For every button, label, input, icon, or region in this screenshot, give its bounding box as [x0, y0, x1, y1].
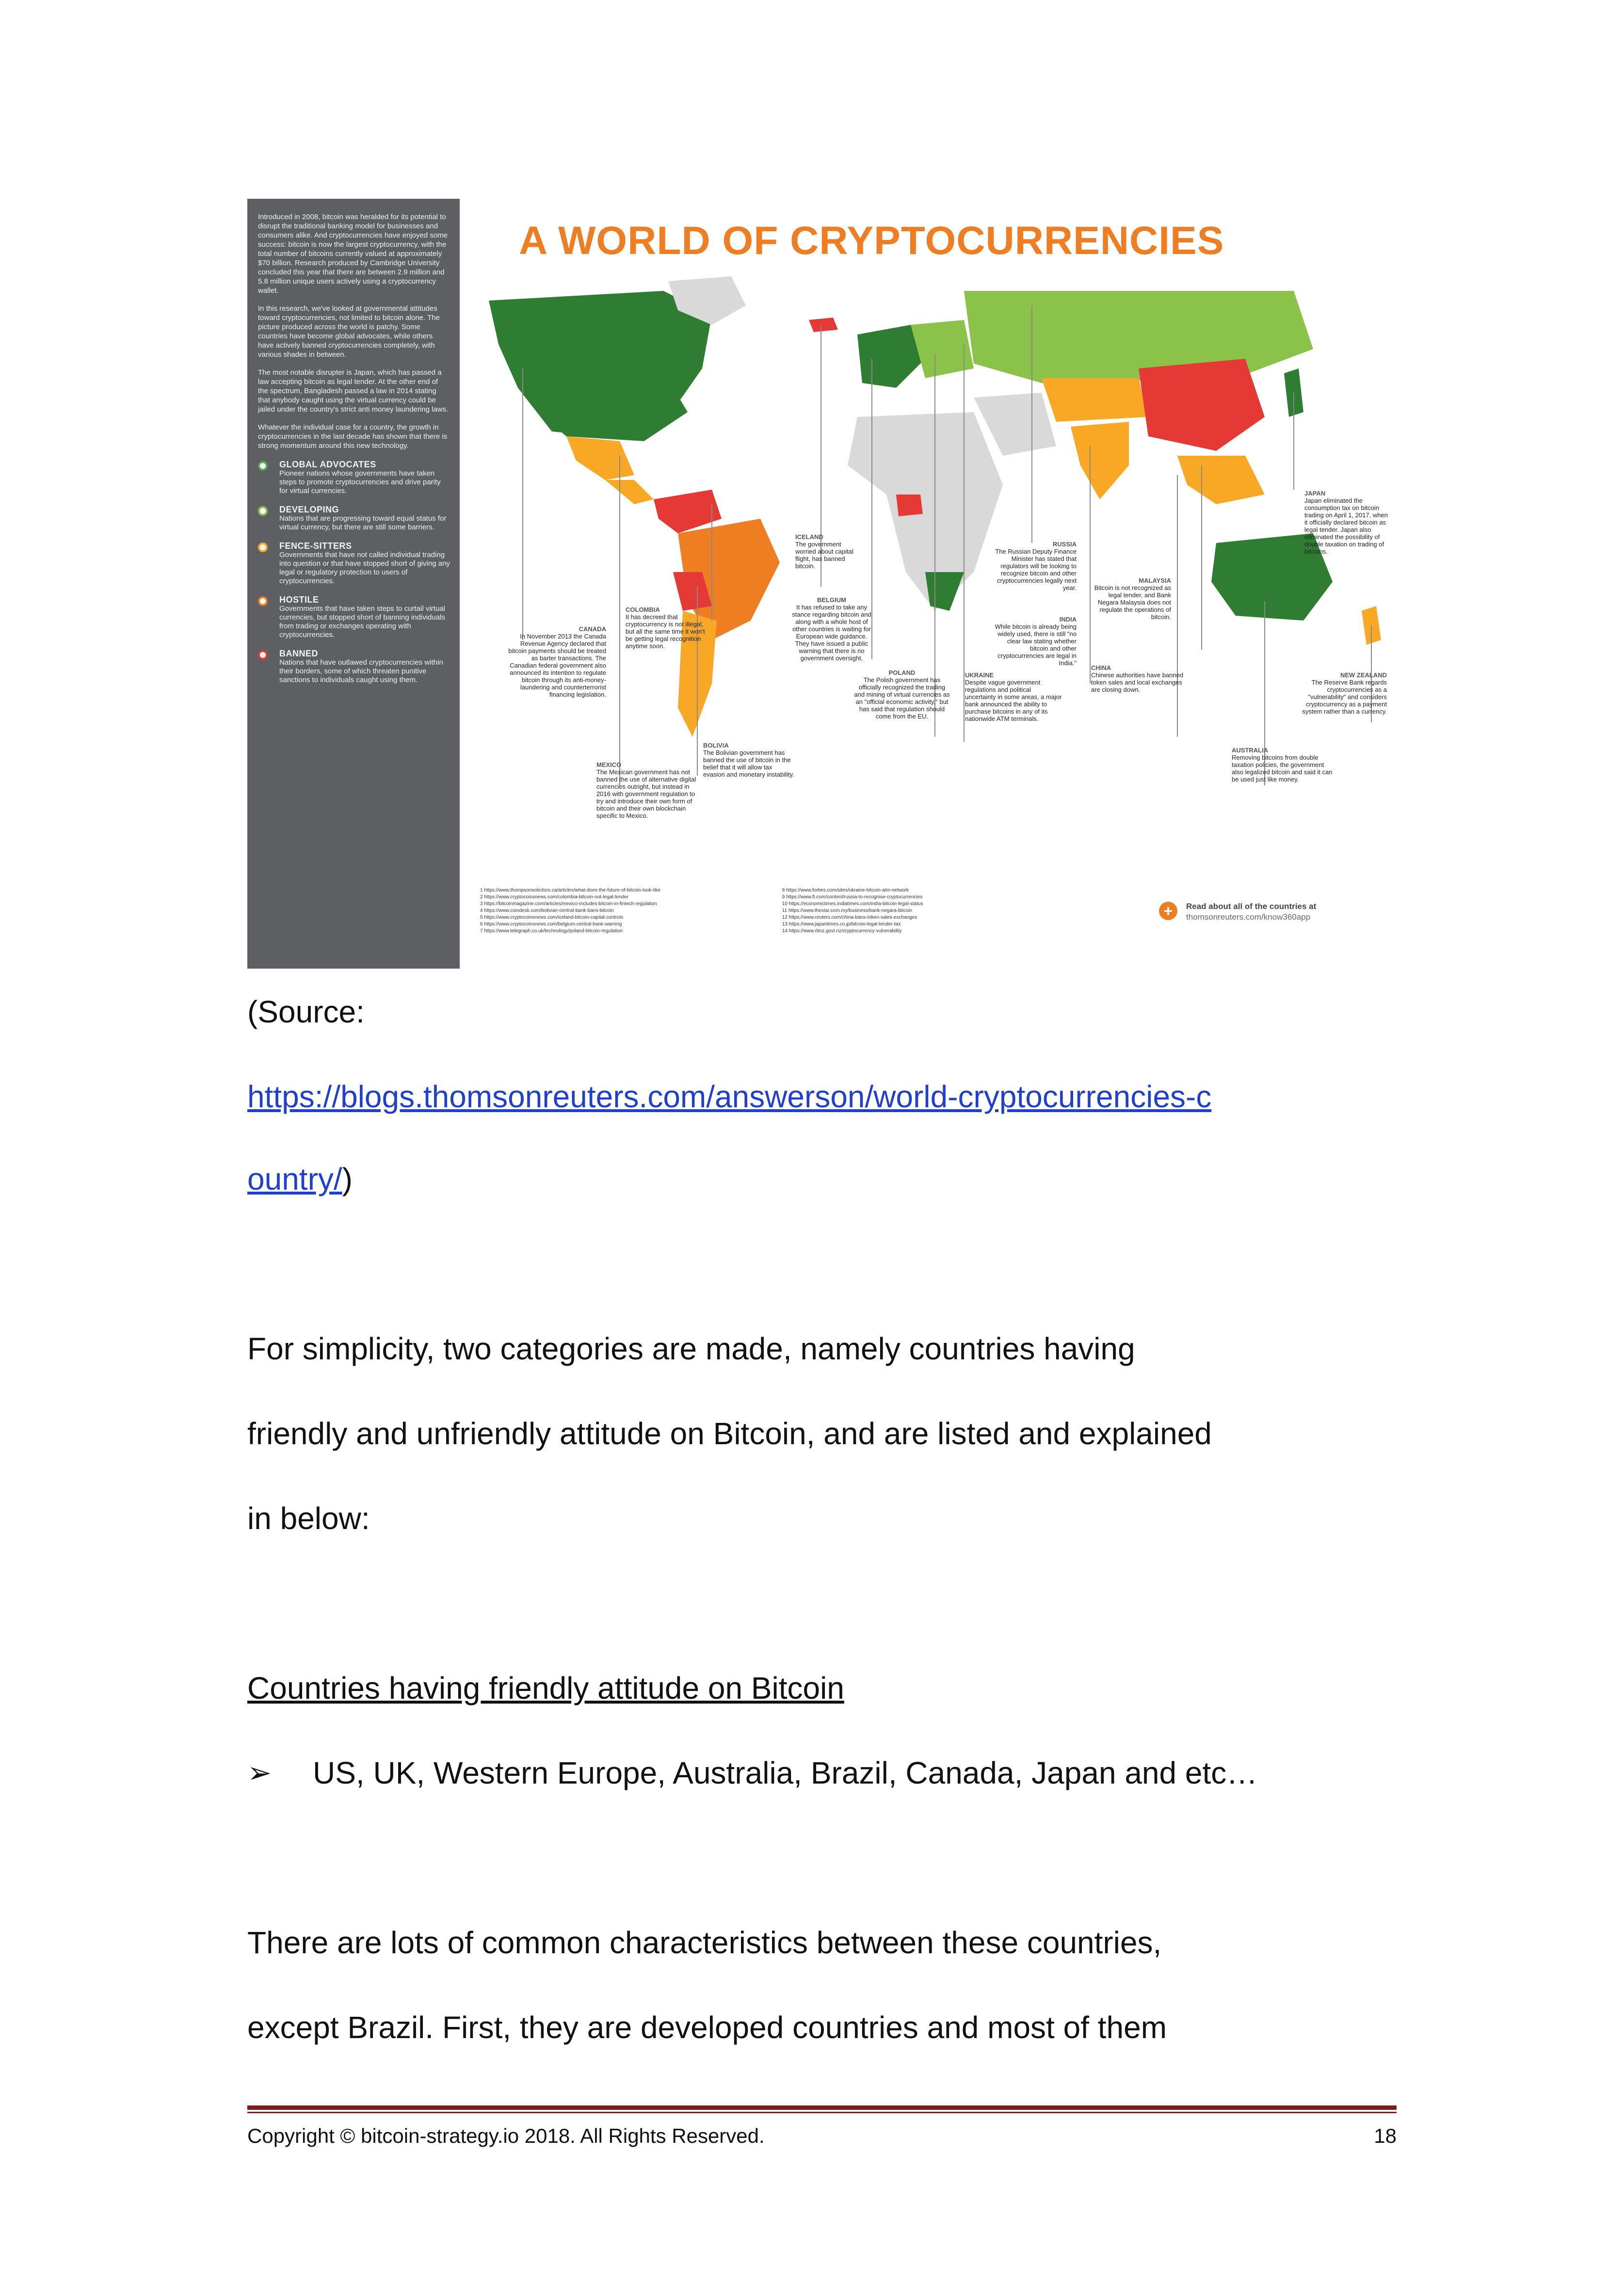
callout-poland: POLAND The Polish government has officially recognized the trading and mining of virtual currencies as an "official economic activity," but has said that regulation should come from the EU.: [854, 669, 950, 720]
source-link-line: [247, 1079, 1211, 1115]
intro-paragraph: Whatever the individual case for a country, the growth in cryptocurrencies in the last decade has shown that there is strong momentum around this new technology.: [258, 423, 448, 450]
legend-desc: Pioneer nations whose governments have taken steps to promote cryptocurrencies and drive parity for virtual currencies.: [279, 469, 441, 495]
region-mexico: [566, 436, 634, 480]
legend-desc: Governments that have not called individual trading into question or that have stopped short of giving any legal or regulatory protection to users of cryptocurrencies.: [279, 551, 450, 585]
callout-russia: RUSSIA The Russian Deputy Finance Minister has stated that regulators will be looking to recognize bitcoin and other cryptocurrencies legally next year.: [995, 541, 1077, 591]
paragraph-line: in below:: [247, 1501, 370, 1536]
source-suffix: ): [342, 1162, 353, 1196]
legend-global-advocates: [258, 460, 450, 495]
section-heading: Countries having friendly attitude on Bitcoin: [247, 1671, 844, 1706]
legend-banned: [258, 649, 450, 685]
legend-title: BANNED: [279, 649, 319, 658]
region-iceland: [809, 318, 838, 332]
region-africa: [848, 412, 1003, 611]
infographic-sidebar: [247, 199, 460, 969]
callout-india: INDIA While bitcoin is already being widely used, there is still "no clear law stating whether bitcoin and other cryptocurrencies are legal in India.": [995, 616, 1077, 667]
legend-dot-icon: [258, 596, 268, 606]
callout-iceland: ICELAND The government worried about capital flight, has banned bitcoin.: [795, 533, 853, 570]
legend-title: DEVELOPING: [279, 505, 339, 514]
plus-icon: +: [1159, 902, 1177, 920]
paragraph-line: There are lots of common characteristics between these countries,: [247, 1925, 1162, 1960]
callout-belgium: BELGIUM It has refused to take any stance regarding bitcoin and along with a whole host of other countries is waiting for European wide guidance. They have issued a public warning that there is no government oversight.: [792, 596, 871, 662]
legend-dot-icon: [258, 506, 268, 516]
region-china: [1139, 359, 1265, 451]
region-central-america: [605, 480, 654, 504]
bullet-arrow-icon: ➢: [247, 1756, 272, 1790]
legend-hostile: [258, 595, 450, 639]
legend-title: FENCE-SITTERS: [279, 541, 352, 551]
region-southeast-asia: [1177, 456, 1265, 504]
legend-dot-icon: [258, 650, 268, 660]
callout-australia: AUSTRALIA Removing bitcoins from double taxation policies, the government also legalized bitcoin and said it can be used just like money.: [1232, 747, 1333, 783]
footer-copyright: Copyright © bitcoin-strategy.io 2018. All Rights Reserved.: [247, 2124, 765, 2147]
paragraph-line: For simplicity, two categories are made, namely countries having: [247, 1331, 1135, 1366]
read-more-url: thomsonreuters.com/know360app: [1186, 912, 1311, 922]
region-russia: [964, 291, 1313, 383]
region-india: [1071, 422, 1129, 499]
callout-ukraine: UKRAINE Despite vague government regulations and political uncertainty in some areas, a major bank announced the ability to purchase bitcoins in any of its nationwide ATM terminals.: [965, 671, 1062, 722]
cryptocurrency-infographic: [247, 199, 1397, 969]
infographic-footnotes: 1 https://www.thompsonsolicitors.ca/articles/what-does-the-future-of-bitcoin-look-like 2 https://www.cryptocoinsnews.com/colombia-bitcoin-not-legal-tender 3 https://bitcoinmagazine.com/articles/mexico-includes-bitcoin-in-fintech-regulation 4 https://www.coindesk.com/bolivian-central-bank-bans-bitcoin 5 https://www.cryptocoinsnews.com/iceland-bitcoin-capital-controls 6 https://www.cryptocoinsnews.com/belgium-central-bank-warning 7 https://www.telegraph.co.uk/technology/poland-bitcoin-regulation 8 https://www.forbes.com/sites/ukraine-bitcoin-atm-network 9 https://www.ft.com/content/russia-to-recognise-cryptocurrencies 10 https://economictimes.indiatimes.com/india-bitcoin-legal-status 11 https://www.thestar.com.my/business/bank-negara-bitcoin 12 https://www.reuters.com/china-bans-token-sales-exchanges 13 https://www.japantimes.co.jp/bitcoin-legal-tender-tax 14 https://www.rbnz.govt.nz/cryptocurrency-vulnerability: [480, 888, 923, 934]
page-number: 18: [1374, 2124, 1397, 2147]
source-prefix: (Source:: [247, 994, 365, 1029]
intro-paragraph: The most notable disrupter is Japan, which has passed a law accepting bitcoin as legal tender. At the other end of the spectrum, Bangladesh passed a law in 2014 stating that anybody caught using the virtual currency could be jailed under the country's strict anti money laundering laws.: [258, 368, 449, 414]
source-link-line: [247, 1161, 353, 1197]
legend-dot-icon: [258, 542, 268, 552]
legend-developing: [258, 505, 450, 532]
region-usa: [532, 383, 688, 441]
region-central-asia: [1042, 378, 1148, 422]
legend-title: GLOBAL ADVOCATES: [279, 460, 376, 469]
legend-desc: Governments that have taken steps to curtail virtual currencies, but stopped short of banning individuals from trading or exchanges operating with cryptocurrencies.: [279, 605, 445, 639]
region-south-africa: [925, 572, 964, 611]
callout-new-zealand: NEW ZEALAND The Reserve Bank regards cryptocurrencies as a "vulnerability" and considers cryptocurrency as a payment system rather than a currency.: [1302, 671, 1387, 715]
source-link[interactable]: https://blogs.thomsonreuters.com/answerson/world-cryptocurrencies-c: [247, 1079, 1212, 1114]
callout-malaysia: MALAYSIA Bitcoin is not recognized as legal tender, and Bank Negara Malaysia does not regulate the operations of bitcoin.: [1094, 577, 1171, 621]
bullet-item: US, UK, Western Europe, Australia, Brazil, Canada, Japan and etc…: [313, 1755, 1258, 1790]
intro-paragraph: In this research, we've looked at governmental attitudes toward cryptocurrencies, not limited to bitcoin alone. The picture produced across the world is patchy. Some countries have become global advocates, while others have actively banned cryptocurrencies completely, with various shades in between.: [258, 304, 440, 359]
intro-paragraph: Introduced in 2008, bitcoin was heralded for its potential to disrupt the traditional banking model for businesses and consumers alike. And cryptocurrencies have enjoyed some success: bitcoin is now the largest cryptocurrency, with the total number of bitcoins currently valued at approximately $70 billion. Research produced by Cambridge University concluded this year that there are between 2.9 million and 5.8 million unique users actively using a cryptocurrency wallet.: [258, 213, 448, 295]
callout-bolivia: BOLIVIA The Bolivian government has banned the use of bitcoin in the belief that it will allow tax evasion and monetary instability.: [703, 742, 794, 778]
footer-rule: [247, 2105, 1397, 2110]
callout-canada: CANADA In November 2013 the Canada Revenue Agency declared that bitcoin payments should be treated as barter transactions. The Canadian federal government also announced its intention to regulate bitcoin through its anti-money-laundering and counterterrorist financing legislation.: [508, 625, 606, 698]
footer-rule: [247, 2112, 1397, 2113]
callout-china: CHINA Chinese authorities have banned token sales and local exchanges are closing down.: [1091, 664, 1184, 693]
legend-dot-icon: [258, 461, 268, 471]
paragraph-line: except Brazil. First, they are developed countries and most of them: [247, 2010, 1167, 2045]
callout-mexico: MEXICO The Mexican government has not banned the use of alternative digital currencies outright, but instead in 2016 with government regulation to try and introduce their own form of bitcoin and their own blockchain specific to Mexico.: [596, 761, 696, 819]
legend-title: HOSTILE: [279, 595, 319, 605]
legend-desc: Nations that have outlawed cryptocurrencies within their borders, some of which threaten punitive sanctions to individuals caught using them.: [279, 658, 443, 684]
legend-fence-sitters: [258, 542, 450, 586]
callout-japan: JAPAN Japan eliminated the consumption tax on bitcoin trading on April 1, 2017, when it officially declared bitcoin as legal tender. Japan also eliminated the possibility of double taxation on trading of bitcoins.: [1304, 490, 1388, 555]
region-nigeria: [896, 494, 923, 516]
read-more-title: Read about all of the countries at: [1186, 902, 1317, 911]
infographic-title: A WORLD OF CRYPTOCURRENCIES: [519, 219, 1224, 263]
callout-colombia: COLOMBIA It has decreed that cryptocurrency is not illegal, but all the same time it won't be getting legal recognition anytime soon.: [626, 606, 705, 650]
paragraph-line: friendly and unfriendly attitude on Bitcoin, and are listed and explained: [247, 1416, 1212, 1451]
legend-desc: Nations that are progressing toward equal status for virtual currency, but there are still some barriers.: [279, 514, 447, 531]
source-link[interactable]: ountry/: [247, 1162, 342, 1196]
